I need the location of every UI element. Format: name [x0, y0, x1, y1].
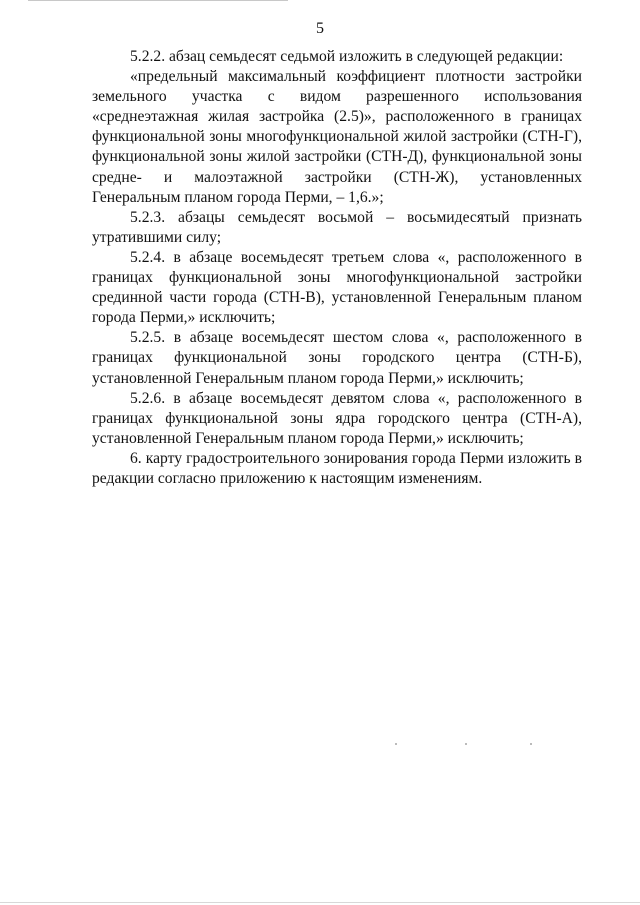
scan-artifact-dots: [395, 743, 535, 745]
paragraph-5-2-3: 5.2.3. абзацы семьдесят восьмой – восьмидесятый признать утратившими силу;: [92, 208, 582, 246]
scan-dot: [395, 743, 397, 745]
document-body: [92, 47, 582, 489]
scan-dot: [530, 743, 532, 745]
page-number: 5: [316, 20, 324, 37]
paragraph-quote-coefficient: «предельный максимальный коэффициент плотности застройки земельного участка с видом разрешенного использования «среднеэтажная жилая застройка (2.5)», расположенного в границах функциональной зоны многофункциональной жилой застройки (СТН-Г), функциональной зоны жилой застройки (СТН-Д), функциональной зоны средне- и малоэтажной застройки (СТН-Ж), установленных Генеральным планом города Перми, – 1,6.»;: [92, 68, 582, 206]
scan-edge-top: [28, 0, 288, 1]
scan-edge-bottom: [0, 902, 640, 903]
paragraph-5-2-2: 5.2.2. абзац семьдесят седьмой изложить в следующей редакции:: [130, 48, 564, 65]
paragraph-5-2-5: 5.2.5. в абзаце восемьдесят шестом слова «, расположенного в границах функциональной зоны городского центра (СТН-Б), установленной Генеральным планом города Перми,» исключить;: [92, 329, 582, 387]
paragraph-6: 6. карту градостроительного зонирования города Перми изложить в редакции согласно приложению к настоящим изменениям.: [92, 449, 582, 487]
scan-dot: [465, 743, 467, 745]
paragraph-5-2-6: 5.2.6. в абзаце восемьдесят девятом слова «, расположенного в границах функциональной зоны ядра городского центра (СТН-А), установленной Генеральным планом города Перми,» исключить;: [92, 389, 582, 447]
paragraph-5-2-4: 5.2.4. в абзаце восемьдесят третьем слова «, расположенного в границах функциональной зоны многофункциональной застройки срединной части города (СТН-В), установленной Генеральным планом города Перми,» исключить;: [92, 248, 582, 327]
